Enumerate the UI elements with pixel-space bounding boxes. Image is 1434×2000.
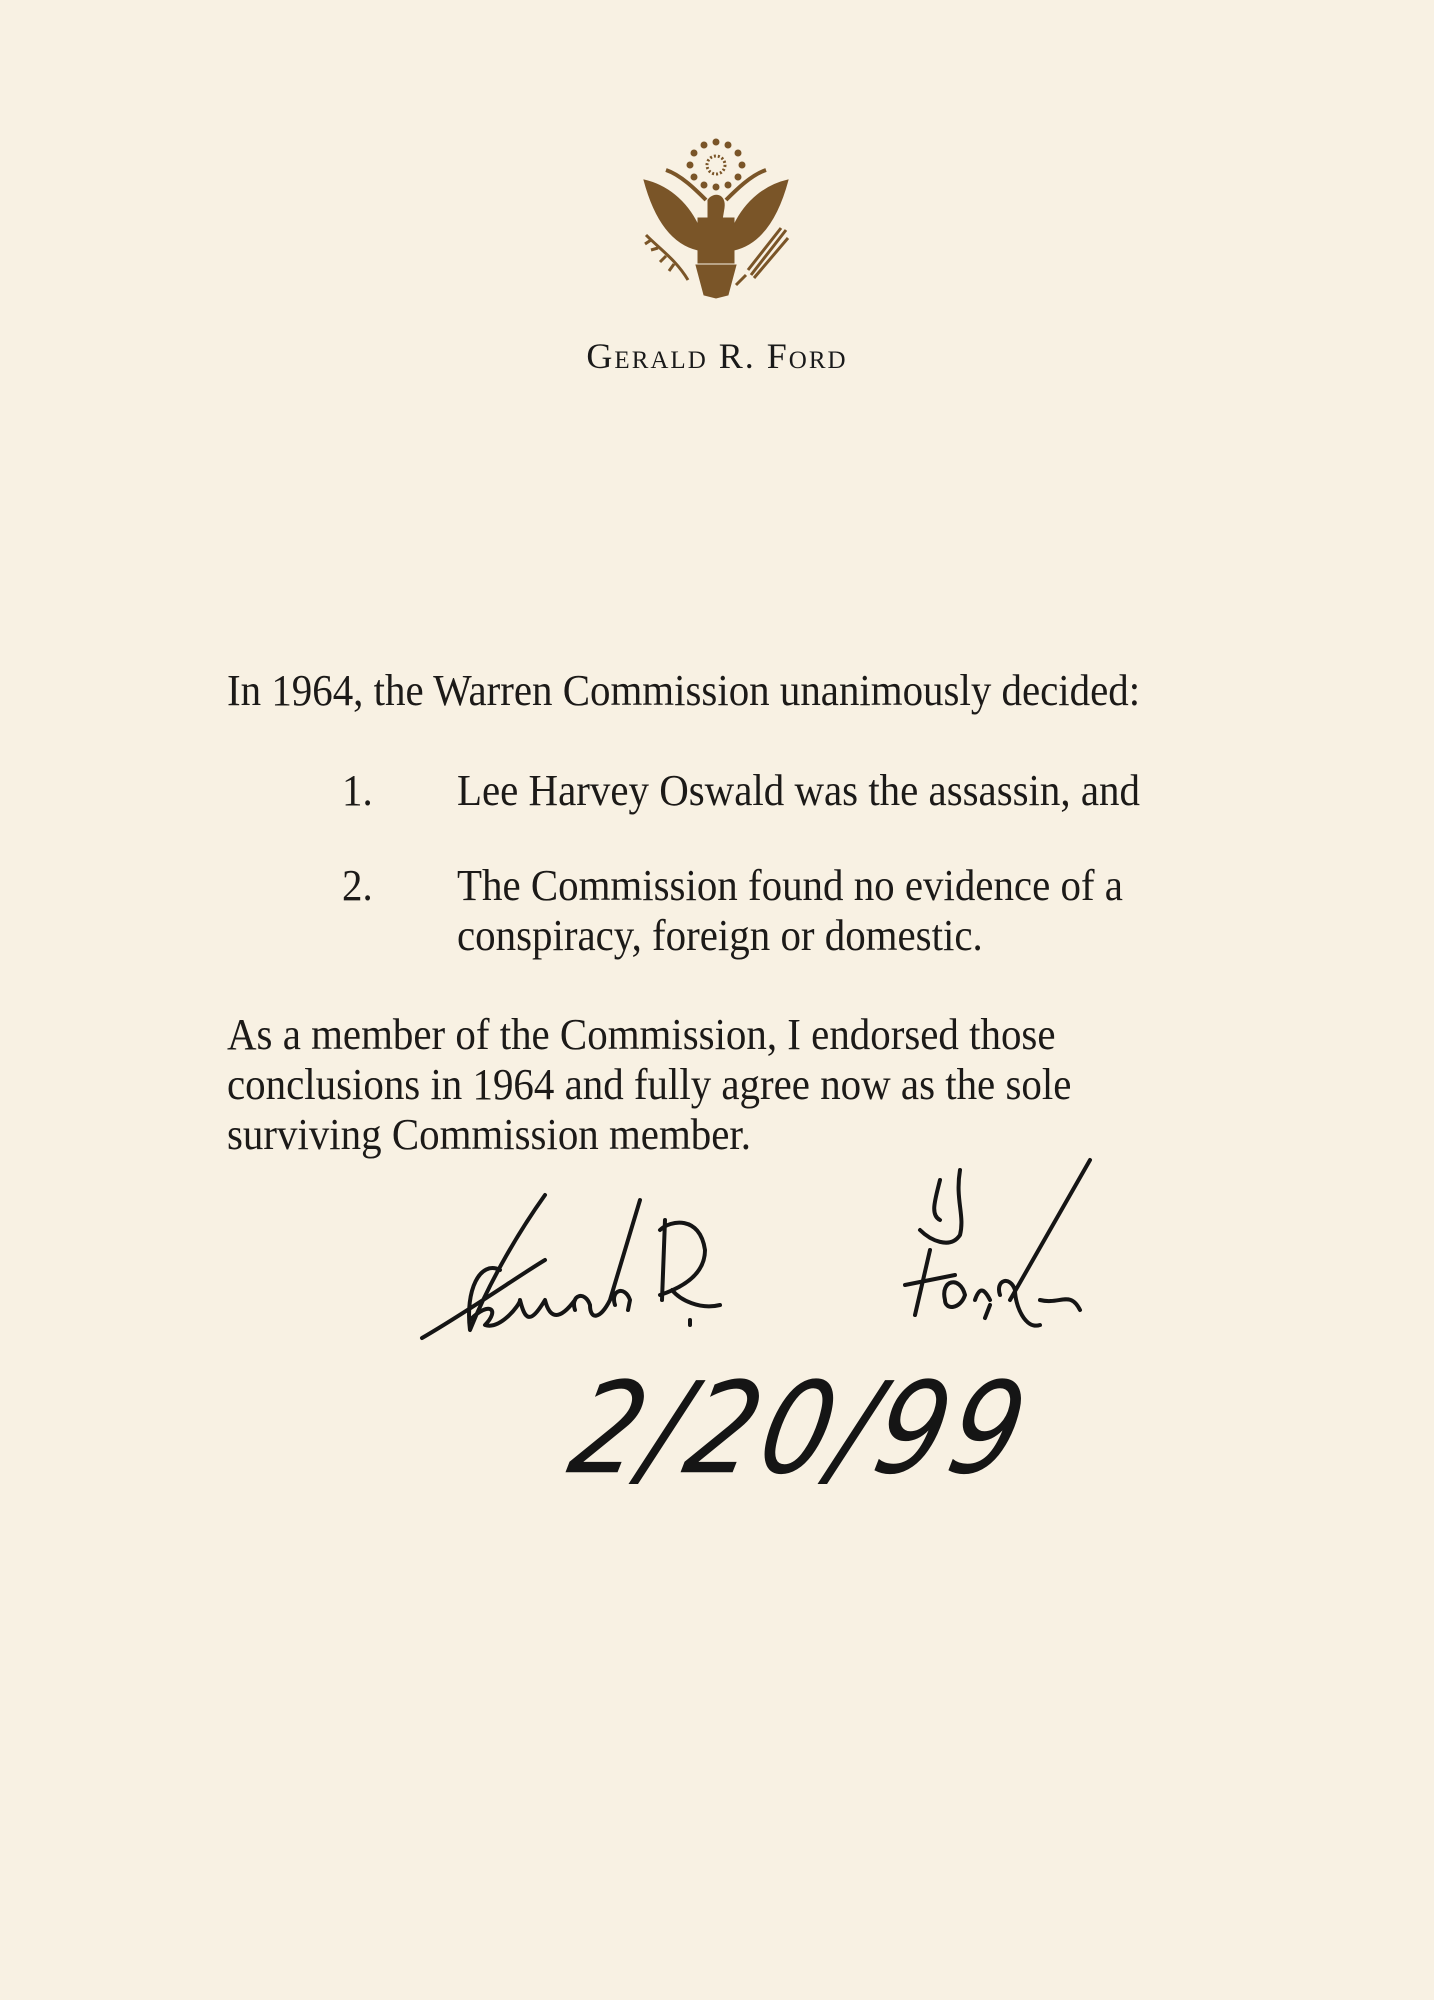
seal-shield bbox=[698, 218, 734, 263]
closing-line: surviving Commission member. bbox=[227, 1110, 752, 1159]
list-item-number: 2. bbox=[342, 861, 373, 910]
seal-tail bbox=[696, 265, 736, 298]
closing-line: conclusions in 1964 and fully agree now as the sole bbox=[227, 1060, 1072, 1109]
list-item-text bbox=[457, 861, 1123, 961]
signature-first-name bbox=[422, 1195, 640, 1338]
signature-initial bbox=[660, 1220, 720, 1325]
closing-paragraph bbox=[227, 1010, 1071, 1160]
signature-last-name bbox=[905, 1160, 1090, 1326]
presidential-seal-icon bbox=[636, 130, 796, 310]
intro-paragraph: In 1964, the Warren Commission unanimously decided: bbox=[227, 666, 1141, 715]
list-item-line: Lee Harvey Oswald was the assassin, and bbox=[457, 766, 1140, 815]
list-item-line: conspiracy, foreign or domestic. bbox=[457, 911, 983, 960]
closing-line: As a member of the Commission, I endorsed those bbox=[227, 1010, 1056, 1059]
seal-stars bbox=[687, 139, 745, 190]
list-item-number: 1. bbox=[342, 766, 373, 815]
list-item-line: The Commission found no evidence of a bbox=[457, 861, 1123, 910]
letterhead-name: Gerald R. Ford bbox=[586, 336, 848, 376]
seal-eagle-head bbox=[708, 195, 724, 220]
signature-date: 2/20/99 bbox=[558, 1355, 1043, 1503]
list-item-text bbox=[457, 766, 1140, 816]
